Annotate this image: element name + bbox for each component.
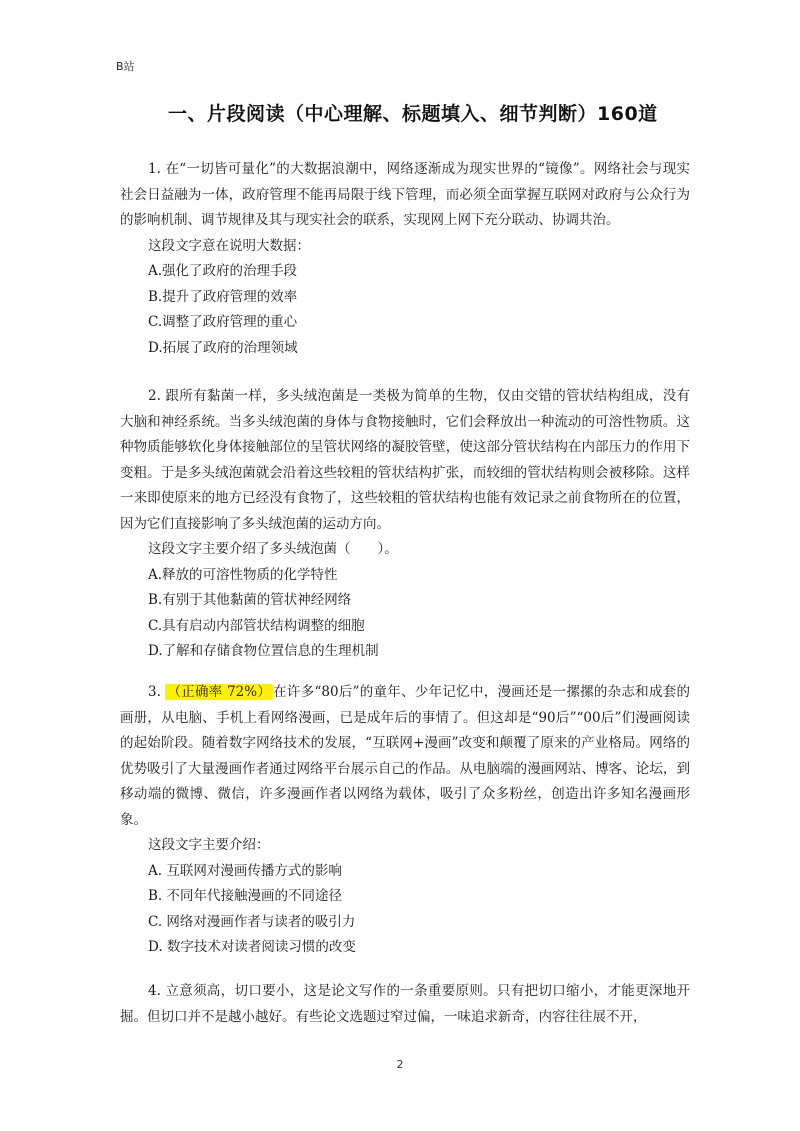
option-c: C. 网络对漫画作者与读者的吸引力 bbox=[148, 913, 356, 930]
option-b: B.有别于其他黏菌的管状神经网络 bbox=[148, 592, 352, 608]
page-number: 2 bbox=[396, 1058, 404, 1071]
question-text: 在许多“80后”的童年、少年记忆中，漫画还是一摞摞的杂志和成套的画册，从电脑、手机上看网络漫画，已是成年后的事情了。但这却是“90后”“00后”们漫画阅读的起始阶段。随着数字网络技术的发展，“互联网+漫画”改变和颠覆了原来的产业格局。网络的优势吸引了大量漫画作者通过网络平台展示自己的作品。从电脑端的漫画网站、博客、论坛，到移动端的微博、微信，许多漫画作者以网络为载体，吸引了众多粉丝，创造出许多知名漫画形象。 bbox=[120, 684, 690, 828]
option-list bbox=[120, 859, 690, 961]
accuracy-badge: （正确率 72%） bbox=[167, 684, 272, 700]
question-stem bbox=[120, 157, 690, 234]
option-b: B. 不同年代接触漫画的不同途径 bbox=[148, 888, 343, 904]
header-tag: B站 bbox=[116, 60, 135, 73]
question-prompt: 这段文字意在说明大数据： bbox=[148, 237, 310, 254]
question-stem bbox=[120, 384, 690, 537]
option-d: D. 数字技术对读者阅读习惯的改变 bbox=[148, 939, 356, 955]
option-a: A. 互联网对漫画传播方式的影响 bbox=[148, 862, 342, 879]
option-d: D.拓展了政府的治理领域 bbox=[148, 339, 298, 356]
question-prompt: 这段文字主要介绍了多头绒泡菌（ ）。 bbox=[148, 541, 398, 557]
question-1 bbox=[120, 157, 690, 361]
question-number: 2. bbox=[148, 388, 161, 404]
question-number: 1. bbox=[148, 161, 161, 177]
question-3 bbox=[120, 680, 690, 961]
question-text: 跟所有黏菌一样，多头绒泡菌是一类极为简单的生物，仅由交错的管状结构组成，没有大脑和神经系统。当多头绒泡菌的身体与食物接触时，它们会释放出一种流动的可溶性物质。这种物质能够软化身体接触部位的呈管状网络的凝胶管壁，使这部分管状结构在内部压力的作用下变粗。于是多头绒泡菌就会沿着这些较粗的管状结构扩张，而较细的管状结构则会被移除。这样一来即使原来的地方已经没有食物了，这些较粗的管状结构也能有效记录之前食物所在的位置，因为它们直接影响了多头绒泡菌的运动方向。 bbox=[120, 388, 691, 532]
question-prompt: 这段文字主要介绍： bbox=[148, 837, 270, 853]
question-stem bbox=[120, 680, 690, 833]
option-c: C.调整了政府管理的重心 bbox=[148, 314, 298, 330]
question-text: 立意须高，切口要小，这是论文写作的一条重要原则。只有把切口缩小，才能更深地开掘。但切口并不是越小越好。有些论文选题过窄过偏，一味追求新奇，内容往往展不开， bbox=[120, 983, 691, 1025]
question-4 bbox=[120, 979, 690, 1030]
option-list bbox=[120, 259, 690, 361]
option-a: A.释放的可溶性物质的化学特性 bbox=[148, 566, 338, 583]
question-number: 3. bbox=[148, 684, 161, 700]
question-number: 4. bbox=[148, 983, 161, 999]
option-c: C.具有启动内部管状结构调整的细胞 bbox=[148, 617, 365, 634]
option-list bbox=[120, 563, 690, 665]
page-title: 一、片段阅读（中心理解、标题填入、细节判断）160道 bbox=[168, 103, 658, 125]
question-stem bbox=[120, 979, 690, 1030]
question-2 bbox=[120, 384, 690, 665]
option-a: A.强化了政府的治理手段 bbox=[148, 263, 298, 279]
question-text: 在“一切皆可量化”的大数据浪潮中，网络逐渐成为现实世界的“镜像”。网络社会与现实社会日益融为一体，政府管理不能再局限于线下管理，而必须全面掌握互联网对政府与公众行为的影响机制、调节规律及其与现实社会的联系，实现网上网下充分联动、协调共治。 bbox=[120, 161, 690, 228]
option-b: B.提升了政府管理的效率 bbox=[148, 288, 298, 305]
option-d: D.了解和存储食物位置信息的生理机制 bbox=[148, 643, 379, 659]
